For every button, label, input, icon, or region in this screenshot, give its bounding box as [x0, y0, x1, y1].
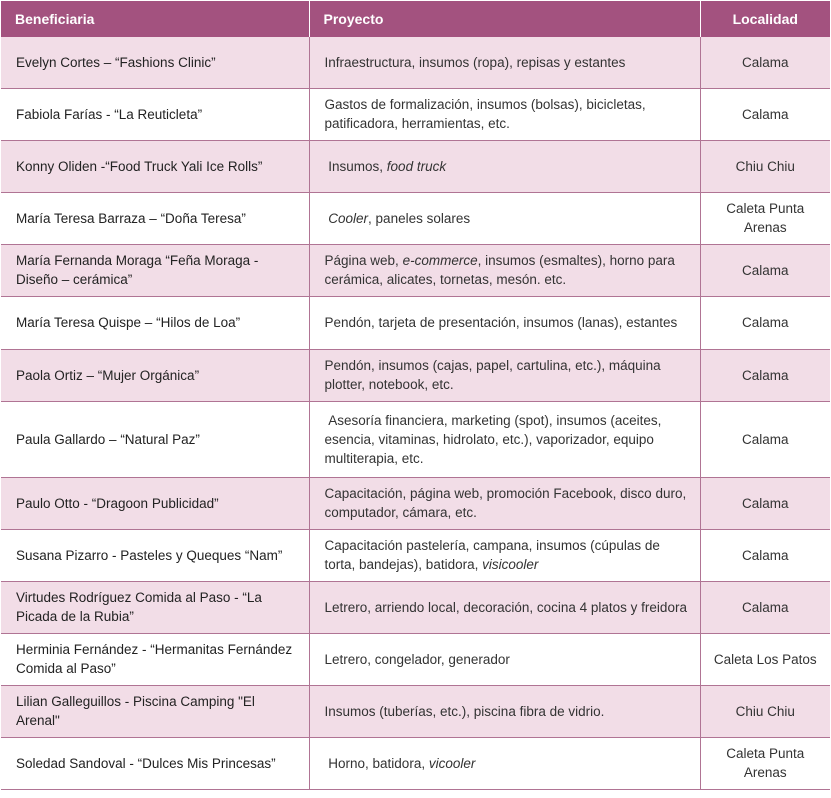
header-row — [1, 1, 830, 37]
cell-proyecto: Infraestructura, insumos (ropa), repisas y estantes — [309, 37, 700, 88]
cell-localidad: Calama — [700, 88, 830, 140]
cell-beneficiaria: Soledad Sandoval - “Dulces Mis Princesas” — [1, 737, 309, 789]
cell-proyecto: Asesoría financiera, marketing (spot), insumos (aceites, esencia, vitaminas, hidrolato, etc.), vaporizador, equipo multiterapia, etc. — [309, 401, 700, 477]
table-row — [1, 37, 830, 88]
cell-beneficiaria: Paola Ortiz – “Mujer Orgánica” — [1, 349, 309, 401]
cell-proyecto: Cooler, paneles solares — [309, 192, 700, 244]
cell-localidad: Caleta Punta Arenas — [700, 192, 830, 244]
cell-localidad: Caleta Los Patos — [700, 633, 830, 685]
cell-beneficiaria: María Teresa Quispe – “Hilos de Loa” — [1, 296, 309, 349]
cell-proyecto: Gastos de formalización, insumos (bolsas), bicicletas, patificadora, herramientas, etc. — [309, 88, 700, 140]
cell-proyecto: Página web, e-commerce, insumos (esmaltes), horno para cerámica, alicates, tornetas, mesón. etc. — [309, 244, 700, 296]
cell-localidad: Calama — [700, 581, 830, 633]
cell-proyecto: Capacitación, página web, promoción Facebook, disco duro, computador, cámara, etc. — [309, 477, 700, 529]
table-row — [1, 140, 830, 192]
cell-proyecto: Pendón, insumos (cajas, papel, cartulina, etc.), máquina plotter, notebook, etc. — [309, 349, 700, 401]
cell-beneficiaria: Paulo Otto - “Dragoon Publicidad” — [1, 477, 309, 529]
cell-localidad: Calama — [700, 349, 830, 401]
table-row — [1, 296, 830, 349]
cell-localidad: Caleta Punta Arenas — [700, 737, 830, 789]
cell-localidad: Calama — [700, 401, 830, 477]
table-row — [1, 477, 830, 529]
beneficiaries-table — [1, 1, 830, 790]
cell-proyecto: Horno, batidora, vicooler — [309, 737, 700, 789]
cell-beneficiaria: Herminia Fernández - “Hermanitas Fernández Comida al Paso” — [1, 633, 309, 685]
cell-beneficiaria: Virtudes Rodríguez Comida al Paso - “La Picada de la Rubia” — [1, 581, 309, 633]
cell-proyecto: Pendón, tarjeta de presentación, insumos (lanas), estantes — [309, 296, 700, 349]
header-proyecto: Proyecto — [309, 1, 700, 37]
cell-proyecto: Letrero, congelador, generador — [309, 633, 700, 685]
cell-proyecto: Capacitación pastelería, campana, insumos (cúpulas de torta, bandejas), batidora, visicooler — [309, 529, 700, 581]
cell-beneficiaria: María Teresa Barraza – “Doña Teresa” — [1, 192, 309, 244]
cell-beneficiaria: Evelyn Cortes – “Fashions Clinic” — [1, 37, 309, 88]
table-row — [1, 244, 830, 296]
cell-localidad: Calama — [700, 477, 830, 529]
cell-localidad: Calama — [700, 37, 830, 88]
table-row — [1, 529, 830, 581]
table-row — [1, 685, 830, 737]
header-beneficiaria: Beneficiaria — [1, 1, 309, 37]
table-row — [1, 633, 830, 685]
table-row — [1, 192, 830, 244]
cell-beneficiaria: María Fernanda Moraga “Feña Moraga - Diseño – cerámica” — [1, 244, 309, 296]
header-localidad: Localidad — [700, 1, 830, 37]
cell-beneficiaria: Konny Oliden -“Food Truck Yali Ice Rolls” — [1, 140, 309, 192]
cell-proyecto: Insumos (tuberías, etc.), piscina fibra de vidrio. — [309, 685, 700, 737]
table-row — [1, 88, 830, 140]
table-row — [1, 581, 830, 633]
cell-localidad: Calama — [700, 244, 830, 296]
cell-beneficiaria: Susana Pizarro - Pasteles y Queques “Nam” — [1, 529, 309, 581]
cell-proyecto: Insumos, food truck — [309, 140, 700, 192]
cell-beneficiaria: Paula Gallardo – “Natural Paz” — [1, 401, 309, 477]
table-row — [1, 737, 830, 789]
cell-beneficiaria: Lilian Galleguillos - Piscina Camping "El Arenal" — [1, 685, 309, 737]
cell-localidad: Calama — [700, 529, 830, 581]
table-row — [1, 401, 830, 477]
cell-proyecto: Letrero, arriendo local, decoración, cocina 4 platos y freidora — [309, 581, 700, 633]
cell-localidad: Calama — [700, 296, 830, 349]
cell-beneficiaria: Fabiola Farías - “La Reuticleta” — [1, 88, 309, 140]
cell-localidad: Chiu Chiu — [700, 140, 830, 192]
table-row — [1, 349, 830, 401]
cell-localidad: Chiu Chiu — [700, 685, 830, 737]
